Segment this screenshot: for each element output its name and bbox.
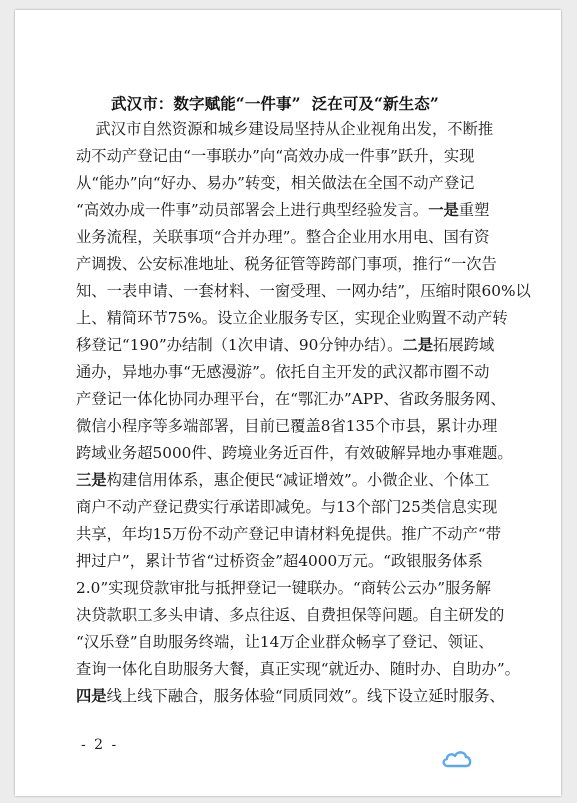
text-segment: “高效办成一件事”动员部署会上进行典型经验发言。 xyxy=(76,201,429,219)
text-line xyxy=(76,494,516,521)
text-line xyxy=(76,359,516,386)
text-segment: 通办，异地办事“无感漫游”。依托自主开发的武汉都市圈不动 xyxy=(76,363,490,381)
text-segment: 产登记一体化协同办理平台，在“鄂汇办”APP、省政务服务网、 xyxy=(76,390,506,408)
text-line xyxy=(76,467,516,494)
text-segment: 商户不动产登记费实行承诺即减免。与13个部门25类信息实现 xyxy=(76,498,498,516)
page-number: - 2 - xyxy=(81,737,119,753)
text-segment: 业务流程，关联事项“合并办理”。整合企业用水用电、国有资 xyxy=(76,228,490,246)
text-segment: 移登记“190”办结制（1次申请、90分钟办结）。 xyxy=(76,336,403,354)
text-segment: 重塑 xyxy=(458,201,490,219)
text-segment: 共享，年均15万份不动产登记申请材料免提供。推广不动产“带 xyxy=(76,525,502,543)
text-line xyxy=(76,629,516,656)
text-segment: 查询一体化自助服务大餐，真正实现“就近办、随时办、自助办”。 xyxy=(76,660,520,678)
text-line xyxy=(76,440,516,467)
text-line xyxy=(76,197,516,224)
text-line xyxy=(76,170,516,197)
text-line xyxy=(76,332,516,359)
document-title: 武汉市：数字赋能“一件事” 泛在可及“新生态” xyxy=(111,94,439,113)
text-line xyxy=(76,683,516,710)
text-line xyxy=(76,305,516,332)
text-line xyxy=(76,224,516,251)
text-line xyxy=(76,143,516,170)
section-marker: 四是 xyxy=(76,687,107,705)
text-line xyxy=(76,386,516,413)
text-line xyxy=(76,602,516,629)
section-marker: 三是 xyxy=(76,471,107,489)
text-segment: 知、一表申请、一套材料、一窗受理、一网办结”，压缩时限60%以 xyxy=(76,282,531,300)
text-segment: 拓展跨域 xyxy=(433,336,495,354)
text-line xyxy=(76,656,520,683)
cloud-icon[interactable] xyxy=(440,747,474,769)
text-segment: 线上线下融合，服务体验“同质同效”。线下设立延时服务、 xyxy=(106,687,505,705)
text-line xyxy=(76,575,516,602)
text-segment: 2.0”实现贷款审批与抵押登记一键联办。“商转公云办”服务解 xyxy=(76,579,491,597)
body-text xyxy=(76,116,531,710)
text-segment: 押过户”，累计节省“过桥资金”超4000万元。“政银服务体系 xyxy=(76,552,483,570)
text-segment: 微信小程序等多端部署，目前已覆盖8省135个市县，累计办理 xyxy=(76,417,498,435)
text-line xyxy=(76,521,516,548)
text-segment: 武汉市自然资源和城乡建设局坚持从企业视角出发，不断推 xyxy=(76,120,494,138)
text-line xyxy=(76,548,516,575)
text-segment: “汉乐登”自助服务终端，让14万企业群众畅享了登记、领证、 xyxy=(76,633,494,651)
text-segment: 动不动产登记由“一事联办”向“高效办成一件事”跃升，实现 xyxy=(76,147,475,165)
text-segment: 决贷款职工多头申请、多点往返、自费担保等问题。自主研发的 xyxy=(76,606,505,624)
section-marker: 一是 xyxy=(428,201,459,219)
text-line xyxy=(76,278,531,305)
text-line xyxy=(76,413,516,440)
text-line xyxy=(76,116,516,143)
text-segment: 产调拨、公安标准地址、税务征管等跨部门事项，推行“一次告 xyxy=(76,255,497,273)
text-segment: 上、精简环节75%。设立企业服务专区，实现企业购置不动产转 xyxy=(76,309,508,327)
text-segment: 从“能办”向“好办、易办”转变，相关做法在全国不动产登记 xyxy=(76,174,475,192)
text-line xyxy=(76,251,516,278)
text-segment: 构建信用体系，惠企便民“减证增效”。小微企业、个体工 xyxy=(106,471,490,489)
section-marker: 二是 xyxy=(402,336,434,354)
document-page xyxy=(15,10,561,796)
text-segment: 跨域业务超5000件、跨境业务近百件，有效破解异地办事难题。 xyxy=(76,444,513,462)
